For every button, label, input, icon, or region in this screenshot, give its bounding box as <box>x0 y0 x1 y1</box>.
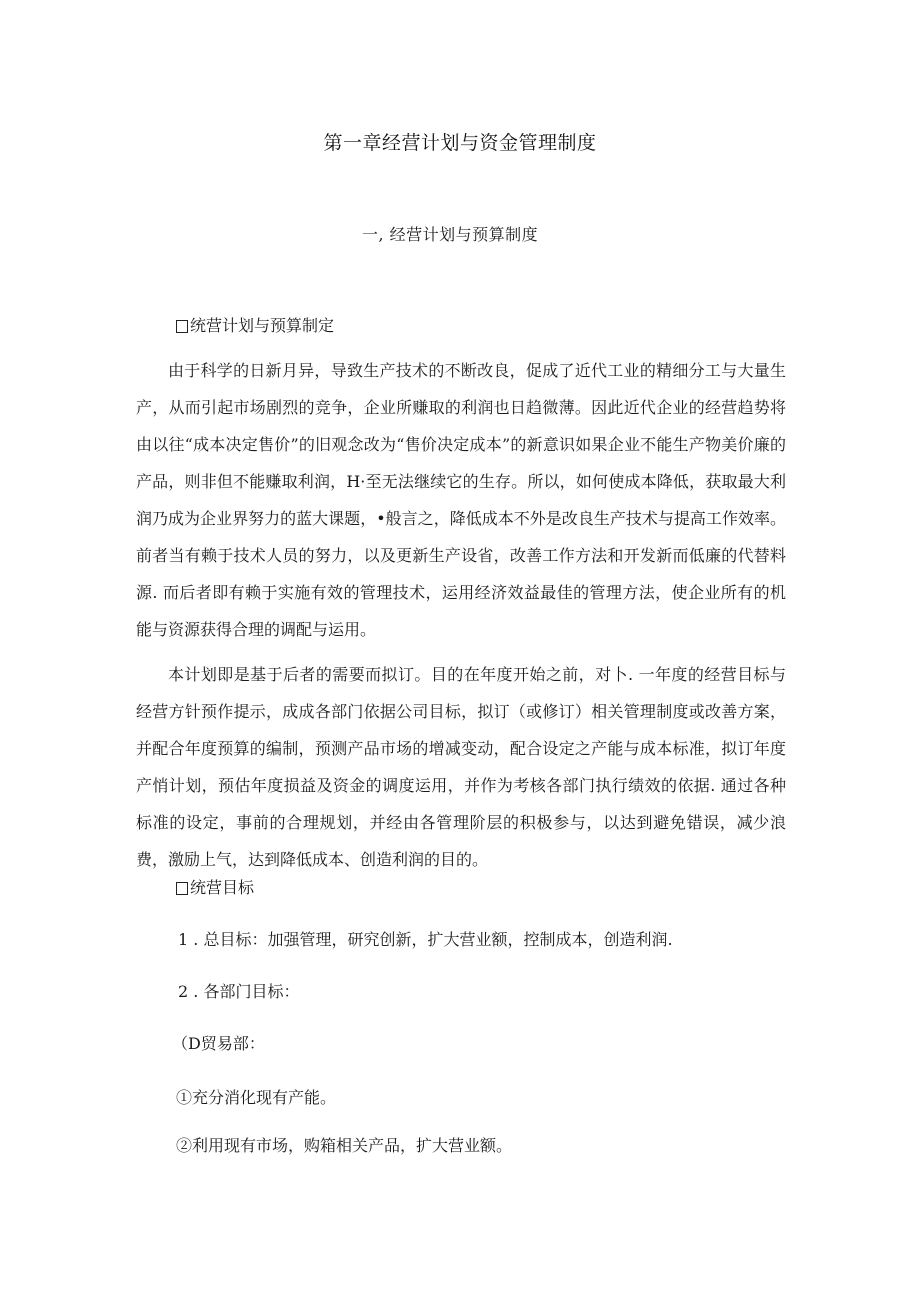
paragraph: 本计划即是基于后者的需要而拟订。目的在年度开始之前，对卜. 一年度的经营目标与经营方针预作提示，成成各部门依据公司目标，拟订（或修订）相关管理制度或改善方案，并配合年度预算的编制，预测产品市场的增减变动，配合设定之产能与成本标准，拟订年度产悄计划，预估年度损益及资金的调度运用，并作为考核各部门执行绩效的依据. 通过各种标准的设定，事前的合理规划，并经由各管理阶层的积极参与，以达到避免错误，减少浪费，激励上气，达到降低成本、创造利润的目的。 <box>136 665 786 869</box>
chapter-title: 第一章经营计划与资金管理制度 <box>323 132 597 154</box>
section-heading: 一, 经营计划与预算制度 <box>362 225 539 244</box>
list-item: ①充分消化现有产能。 <box>176 1088 337 1107</box>
paragraph: 由于科学的日新月异，导致生产技术的不断改良，促成了近代工业的精细分工与大量生产，从而引起市场剧烈的竞争，企业所赚取的利润也日趋微薄。因此近代企业的经营趋势将由以往“成本决定售价”的旧观念改为“售价决定成本”的新意识如果企业不能生产物美价廉的产品，则非但不能赚取利润，H·至无法继续它的生存。所以，如何使成本降低，获取最大利润乃成为企业界努力的蓝大课题，•般言之，降低成本不外是改良生产技术与提高工作效率。前者当有赖于技术人员的努力，以及更新生产设省，改善工作方法和开发新而低廉的代替料源. 而后者即有赖于实施有效的管理技术，运用经济效益最佳的管理方法，使企业所有的机能与资源获得合理的调配与运用。 <box>136 361 786 639</box>
checkbox-icon <box>176 882 188 895</box>
subheading-business-goals <box>176 878 254 898</box>
list-item: 2 . 各部门目标： <box>178 982 300 1001</box>
list-item: （D贸易部： <box>172 1034 265 1053</box>
subheading-text: 统营计划与预算制定 <box>190 316 335 335</box>
list-item: 1 . 总目标：加强管理，研究创新，扩大营业额，控制成本，创造利润. <box>178 930 673 949</box>
subheading-text: 统营目标 <box>190 878 255 897</box>
subheading-plan-budget <box>176 316 334 336</box>
body-paragraphs <box>136 352 786 886</box>
checkbox-icon <box>176 320 188 333</box>
list-item: ②利用现有市场，购箱相关产品，扩大营业额。 <box>176 1136 513 1155</box>
